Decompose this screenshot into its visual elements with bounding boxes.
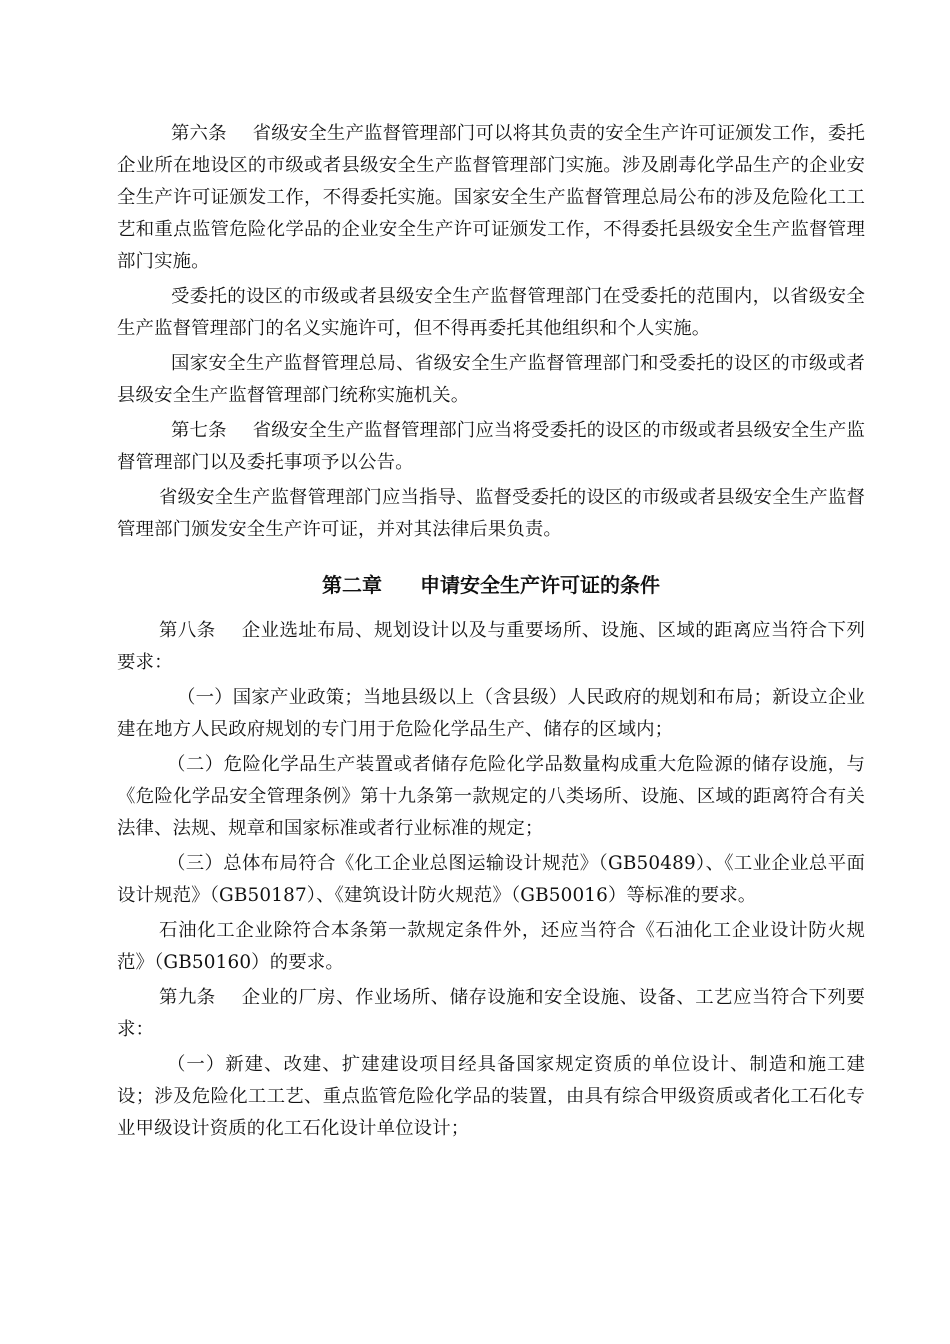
- article-8-label: 第八条: [159, 620, 216, 641]
- article-6-paragraph-3: 国家安全生产监督管理总局、省级安全生产监督管理部门和受委托的设区的市级或者县级安全生产监督管理部门统称实施机关。: [117, 353, 865, 406]
- article-7-paragraph-2: 省级安全生产监督管理部门应当指导、监督受委托的设区的市级或者县级安全生产监督管理部门颁发安全生产许可证，并对其法律后果负责。: [117, 487, 865, 540]
- document-body: [117, 118, 865, 1148]
- article-8-item-2: （二）危险化学品生产装置或者储存危险化学品数量构成重大危险源的储存设施，与《危险化学品安全管理条例》第十九条第一款规定的八类场所、设施、区域的距离符合有关法律、法规、规章和国家标准或者行业标准的规定；: [117, 754, 865, 839]
- article-9-paragraph: [117, 982, 865, 1046]
- article-7-text: 省级安全生产监督管理部门应当将受委托的设区的市级或者县级安全生产监督管理部门以及委托事项予以公告。: [117, 420, 865, 473]
- article-8-paragraph-2: 石油化工企业除符合本条第一款规定条件外，还应当符合《石油化工企业设计防火规范》（GB50160）的要求。: [117, 920, 865, 973]
- article-6-text: 省级安全生产监督管理部门可以将其负责的安全生产许可证颁发工作，委托企业所在地设区的市级或者县级安全生产监督管理部门实施。涉及剧毒化学品生产的企业安全生产许可证颁发工作，不得委托实施。国家安全生产监督管理总局公布的涉及危险化工工艺和重点监管危险化学品的企业安全生产许可证颁发工作，不得委托县级安全生产监督管理部门实施。: [117, 123, 865, 272]
- chapter-heading: [117, 569, 865, 601]
- article-6-label: 第六条: [171, 123, 227, 144]
- article-6-paragraph-2: 受委托的设区的市级或者县级安全生产监督管理部门在受委托的范围内，以省级安全生产监督管理部门的名义实施许可，但不得再委托其他组织和个人实施。: [117, 286, 865, 339]
- article-8-item-1: （一）国家产业政策；当地县级以上（含县级）人民政府的规划和布局；新设立企业建在地方人民政府规划的专门用于危险化学品生产、储存的区域内；: [117, 687, 865, 740]
- article-7-label: 第七条: [171, 420, 227, 441]
- article-8-item-3: （三）总体布局符合《化工企业总图运输设计规范》（GB50489）、《工业企业总平面设计规范》（GB50187）、《建筑设计防火规范》（GB50016）等标准的要求。: [117, 853, 865, 906]
- article-9-item-1: （一）新建、改建、扩建建设项目经具备国家规定资质的单位设计、制造和施工建设；涉及危险化工工艺、重点监管危险化学品的装置，由具有综合甲级资质或者化工石化专业甲级设计资质的化工石化设计单位设计；: [117, 1054, 865, 1139]
- article-7-paragraph: [117, 415, 865, 479]
- article-6-paragraph: [117, 118, 865, 278]
- chapter-title: 申请安全生产许可证的条件: [420, 573, 660, 597]
- article-9-label: 第九条: [159, 987, 216, 1008]
- chapter-number: 第二章: [322, 573, 382, 597]
- article-9-text: 企业的厂房、作业场所、储存设施和安全设施、设备、工艺应当符合下列要求：: [117, 987, 866, 1040]
- article-8-paragraph: [117, 615, 865, 679]
- article-8-text: 企业选址布局、规划设计以及与重要场所、设施、区域的距离应当符合下列要求：: [117, 620, 866, 673]
